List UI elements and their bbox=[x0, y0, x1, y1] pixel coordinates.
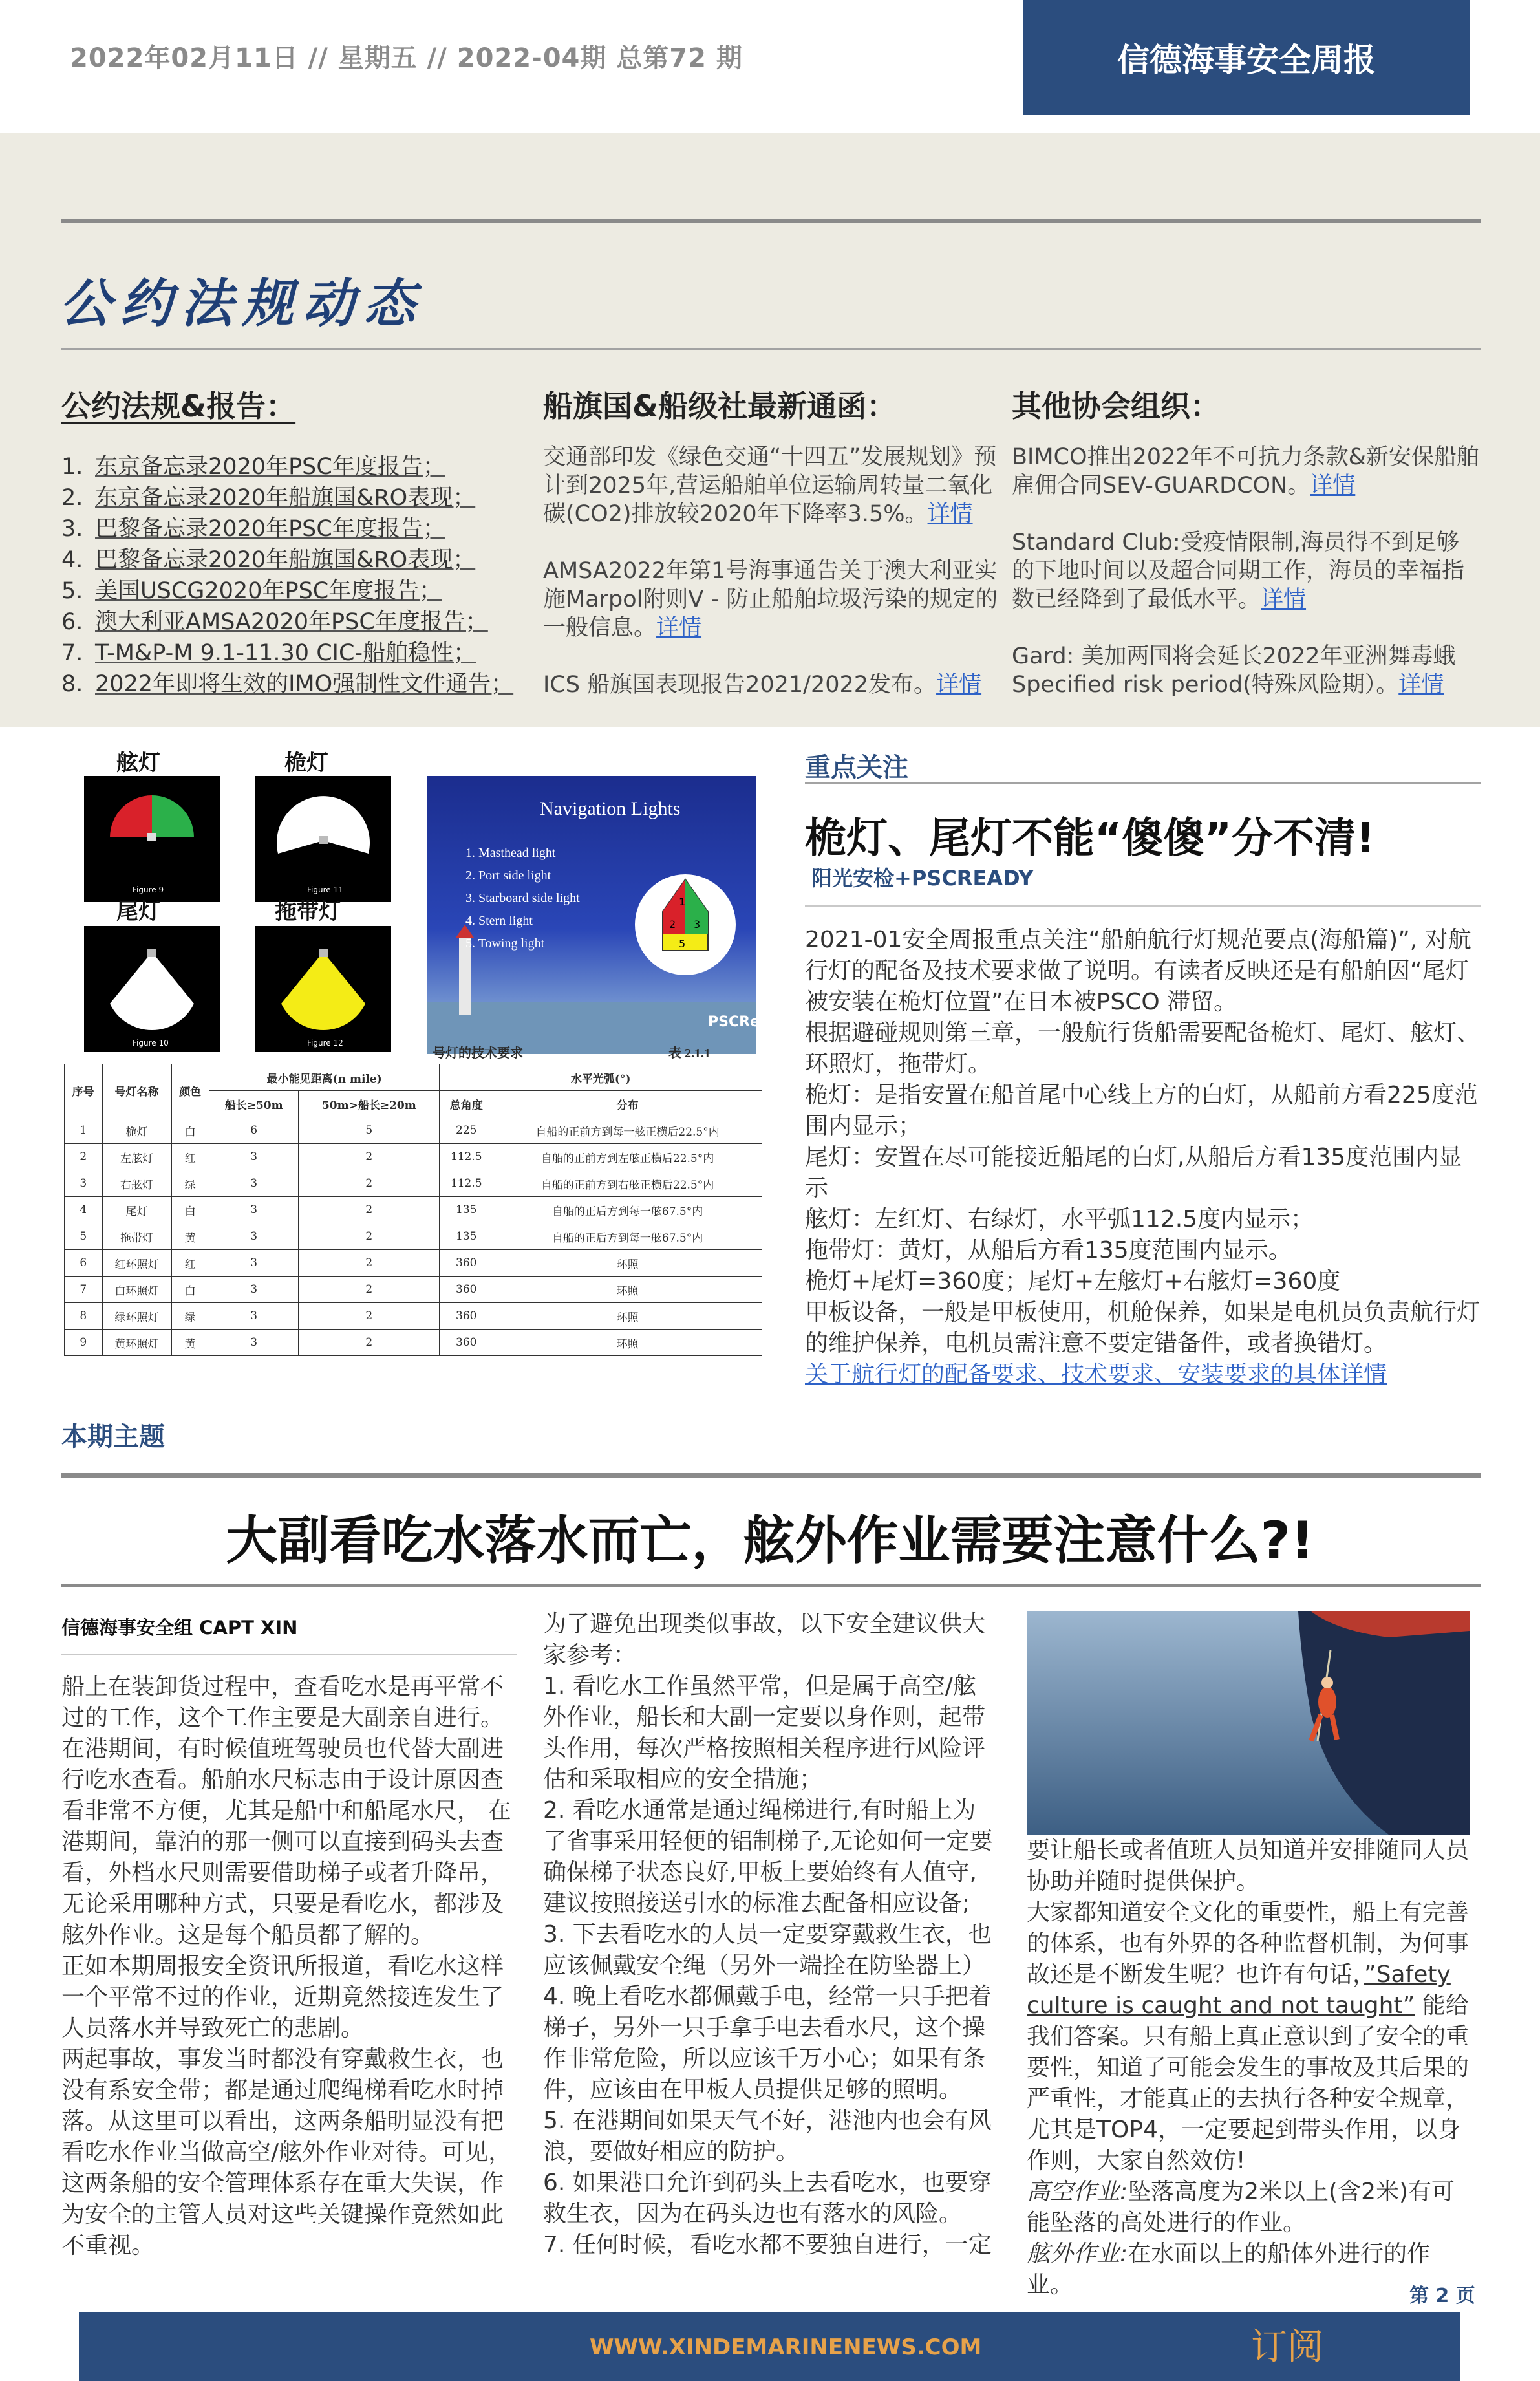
table-cell: 3 bbox=[65, 1170, 103, 1197]
table-cell: 3 bbox=[209, 1277, 299, 1303]
table-row bbox=[65, 1144, 762, 1170]
col3-body bbox=[1012, 443, 1481, 699]
col3-item: Standard Club:受疫情限制,海员得不到足够的下地时间以及超合同期工作，海员的幸福指数已经降到了最低水平。详情 bbox=[1012, 530, 1465, 612]
term-height-work: 高空作业: bbox=[1027, 2179, 1128, 2205]
website-link[interactable]: WWW.XINDEMARINENEWS.COM bbox=[590, 2334, 982, 2360]
sidelight-label: 舷灯 bbox=[116, 750, 160, 776]
item-link[interactable]: 巴黎备忘录2020年船旗国&RO表现； bbox=[95, 547, 476, 573]
towing-light-label: 拖带灯 bbox=[275, 899, 341, 925]
table-cell: 3 bbox=[209, 1303, 299, 1330]
table-cell: 环照 bbox=[493, 1303, 762, 1330]
svg-text:Navigation Lights: Navigation Lights bbox=[540, 798, 681, 819]
feature-paragraph: 4. 晚上看吃水都佩戴手电，经常一只手把着梯子，另外一只手拿手电去看水尺，这个操作非常危险，所以应该千万小心；如果有条件，应该由在甲板人员提供足够的照明。 bbox=[543, 1983, 992, 2103]
theme-label: 本期主题 bbox=[61, 1422, 165, 1452]
regulation-report-item[interactable] bbox=[61, 451, 533, 482]
feature-col1 bbox=[61, 1672, 517, 2261]
table-cell: 绿 bbox=[171, 1303, 209, 1330]
focus-title: 桅灯、尾灯不能“傻傻”分不清! bbox=[805, 815, 1375, 863]
table-cell: 3 bbox=[209, 1170, 299, 1197]
item-link[interactable]: 巴黎备忘录2020年PSC年度报告； bbox=[95, 516, 445, 542]
focus-label: 重点关注 bbox=[805, 753, 908, 782]
table-cell: 360 bbox=[440, 1250, 493, 1277]
regulation-report-item[interactable] bbox=[61, 607, 533, 638]
table-cell: 360 bbox=[440, 1303, 493, 1330]
svg-text:5. Towing light: 5. Towing light bbox=[465, 936, 545, 951]
item-link[interactable]: 东京备忘录2020年船旗国&RO表现； bbox=[95, 485, 476, 511]
table-cell: 1 bbox=[65, 1117, 103, 1144]
table-cell: 黄环照灯 bbox=[102, 1330, 171, 1356]
masthead-light-label: 桅灯 bbox=[284, 750, 328, 776]
issue-meta: 2022年02月11日 // 星期五 // 2022-04期 总第72 期 bbox=[70, 43, 743, 73]
table-cell: 112.5 bbox=[440, 1170, 493, 1197]
col3-heading: 其他协会组织： bbox=[1012, 389, 1220, 424]
divider bbox=[61, 348, 1481, 350]
regulation-report-item[interactable] bbox=[61, 638, 533, 669]
table-cell: 绿 bbox=[171, 1170, 209, 1197]
svg-text:1: 1 bbox=[679, 896, 686, 908]
table-cell: 3 bbox=[209, 1330, 299, 1356]
divider bbox=[805, 782, 1481, 784]
focus-paragraph: 根据避碰规则第三章，一般航行货船需要配备桅灯、尾灯、舷灯、环照灯，拖带灯。 bbox=[805, 1020, 1481, 1077]
feature-paragraph: 1. 看吃水工作虽然平常，但是属于高空/舷外作业，船长和大副一定要以身作则，起带头作用，每次严格按照相关程序进行风险评估和采取相应的安全措施； bbox=[543, 1673, 986, 1793]
stern-light-label: 尾灯 bbox=[116, 899, 160, 925]
table-cell: 2 bbox=[65, 1144, 103, 1170]
col2-body bbox=[543, 443, 1009, 699]
hull-work-photo bbox=[1027, 1611, 1470, 1835]
col2-item: ICS 船旗国表现报告2021/2022发布。详情 bbox=[543, 672, 982, 698]
focus-paragraph: 桅灯：是指安置在船首尾中心线上方的白灯，从船前方看225度范围内显示； bbox=[805, 1082, 1478, 1139]
safety-quote: ”Safety culture is caught and not taught” bbox=[1027, 1961, 1451, 2019]
table-row bbox=[65, 1330, 762, 1356]
col1-heading: 公约法规&报告： bbox=[61, 389, 296, 424]
navigation-lights-figure bbox=[61, 744, 789, 1355]
newsletter-brand: 信德海事安全周报 bbox=[1023, 0, 1470, 115]
svg-text:4. Stern light: 4. Stern light bbox=[465, 914, 533, 928]
table-cell: 2 bbox=[299, 1330, 440, 1356]
feature-paragraph: 两起事故，事发当时都没有穿戴救生衣，也没有系安全带；都是通过爬绳梯看吃水时掉落。从这里可以看出，这两条船明显没有把看吃水作业当做高空/舷外作业对待。可见，这两条船的安全管理体系存在重大失误，作为安全的主管人员对这些关键操作竟然如此不重视。 bbox=[61, 2046, 512, 2259]
table-cell: 135 bbox=[440, 1223, 493, 1250]
item-number: 6. bbox=[61, 609, 83, 635]
table-cell: 环照 bbox=[493, 1250, 762, 1277]
table-cell: 3 bbox=[209, 1223, 299, 1250]
col2-item: 交通部印发《绿色交通“十四五”发展规划》预计到2025年,营运船舶单位运输周转量二氧化碳(CO2)排放较2020年下降率3.5%。详情 bbox=[543, 444, 997, 527]
table-cell: 2 bbox=[299, 1303, 440, 1330]
table-cell: 360 bbox=[440, 1277, 493, 1303]
table-cell: 112.5 bbox=[440, 1144, 493, 1170]
regulation-report-item[interactable] bbox=[61, 513, 533, 544]
table-cell: 白 bbox=[171, 1197, 209, 1223]
details-link[interactable]: 详情 bbox=[1398, 672, 1444, 698]
table-row bbox=[65, 1117, 762, 1144]
feature-paragraph: 6. 如果港口允许到码头上去看吃水，也要穿救生衣，因为在码头边也有落水的风险。 bbox=[543, 2170, 992, 2227]
table-cell: 360 bbox=[440, 1330, 493, 1356]
table-cell: 2 bbox=[299, 1144, 440, 1170]
table-cell: 6 bbox=[65, 1250, 103, 1277]
table-cell: 红 bbox=[171, 1144, 209, 1170]
svg-text:2: 2 bbox=[669, 918, 676, 931]
svg-text:3. Starboard side light: 3. Starboard side light bbox=[465, 891, 580, 905]
feature-paragraph: 船上在装卸货过程中，查看吃水是再平常不过的工作，这个工作主要是大副亲自进行。在港期间，有时候值班驾驶员也代替大副进行吃水查看。船舶水尺标志由于设计原因查看非常不方便，尤其是船中和船尾水尺， 在港期间，靠泊的那一侧可以直接到码头去查看，外档水尺则需要借助梯子或者升降吊，无论采用哪种方式，只要是看吃水，都涉及舷外作业。这是每个船员都了解的。 bbox=[61, 1674, 511, 1948]
table-cell: 9 bbox=[65, 1330, 103, 1356]
svg-text:Figure 10: Figure 10 bbox=[133, 1039, 169, 1048]
item-link[interactable]: 澳大利亚AMSA2020年PSC年度报告； bbox=[95, 609, 488, 635]
feature-paragraph: 正如本期周报安全资讯所报道，看吃水这样一个平常不过的作业，近期竟然接连发生了人员落水并导致死亡的悲剧。 bbox=[61, 1953, 504, 2042]
table-cell: 2 bbox=[299, 1170, 440, 1197]
table-cell: 5 bbox=[299, 1117, 440, 1144]
table-cell: 3 bbox=[209, 1197, 299, 1223]
feature-col2 bbox=[543, 1609, 999, 2261]
item-number: 2. bbox=[61, 485, 83, 511]
focus-details-link[interactable]: 关于航行灯的配备要求、技术要求、安装要求的具体详情 bbox=[805, 1361, 1387, 1388]
table-row bbox=[65, 1170, 762, 1197]
term-overside-work: 舷外作业: bbox=[1027, 2241, 1128, 2267]
details-link[interactable]: 详情 bbox=[927, 501, 973, 527]
lights-technical-table: 号灯的技术要求 表 2.1.1 序号 号灯名称 颜色 最小能见距离(n mile) 水平光弧(°) 船长≥50m 50m>船长≥20m 总角度 分布 1 桅灯 白 6 5 225 自船的正前方到每一舷正横后22.5°内 2 左舷灯 红 3 2 112.5 自船的正前方到左舷正横后22.5°内 3 右舷灯 绿 3 2 112.5 自船的正前方到右舷正横后22.5°内 4 尾灯 白 3 2 135 自船的正后方到每一舷67.5°内 5 拖带灯 黄 3 2 135 自船的正后方到每一舷67.5°内 6 红环照灯 红 3 2 360 环照 7 白环照灯 白 3 2 360 环照 8 绿环照灯 绿 3 2 360 环照 9 黄环照灯 黄 3 2 360 环照 bbox=[64, 1042, 762, 1356]
table-cell: 环照 bbox=[493, 1277, 762, 1303]
regulation-report-item[interactable] bbox=[61, 669, 533, 700]
divider bbox=[61, 1584, 1481, 1587]
table-cell: 2 bbox=[299, 1277, 440, 1303]
feature-col3: 要让船长或者值班人员知道并安排随同人员协助并随时提供保护。 大家都知道安全文化的重要性，船上有完善的体系，也有外界的各种监督机制，为何事故还是不断发生呢？也许有句话，”Safety culture is caught and not taught” 能给我们答案。只有船上真正意识到了安全的重要性，知道了可能会发生的事故及其后果的严重性，才能真正的去执行各种安全规章，尤其是TOP4，一定要起到带头作用，以身作则，大家自然效仿! 高空作业:坠落高度为2米以上(含2米)有可能坠落的高处进行的作业。 舷外作业:在水面以上的船体外进行的作业。 bbox=[1027, 1837, 1470, 2298]
table-cell: 自船的正前方到每一舷正横后22.5°内 bbox=[493, 1117, 762, 1144]
table-cell: 2 bbox=[299, 1250, 440, 1277]
table-cell: 红 bbox=[171, 1250, 209, 1277]
svg-text:2. Port side light: 2. Port side light bbox=[465, 868, 551, 883]
byline: 信德海事安全组 CAPT XIN bbox=[61, 1617, 298, 1639]
feature-paragraph: 7. 任何时候，看吃水都不要独自进行，一定 bbox=[543, 2232, 992, 2258]
feature-paragraph: 为了避免出现类似事故，以下安全建议供大家参考： bbox=[543, 1611, 986, 1668]
svg-text:Figure 9: Figure 9 bbox=[133, 885, 164, 894]
table-cell: 2 bbox=[299, 1197, 440, 1223]
table-cell: 135 bbox=[440, 1197, 493, 1223]
feature-title: 大副看吃水落水而亡，舷外作业需要注意什么?! bbox=[226, 1511, 1314, 1571]
table-cell: 2 bbox=[299, 1223, 440, 1250]
focus-paragraph: 舷灯：左红灯、右绿灯，水平弧112.5度内显示； bbox=[805, 1206, 1314, 1233]
divider bbox=[61, 219, 1481, 223]
table-cell: 3 bbox=[209, 1250, 299, 1277]
table-cell: 桅灯 bbox=[102, 1117, 171, 1144]
table-cell: 拖带灯 bbox=[102, 1223, 171, 1250]
item-number: 8. bbox=[61, 671, 83, 697]
table-cell: 225 bbox=[440, 1117, 493, 1144]
feature-paragraph: 3. 下去看吃水的人员一定要穿戴救生衣，也应该佩戴安全绳（另外一端拴在防坠器上） bbox=[543, 1921, 992, 1979]
table-cell: 绿环照灯 bbox=[102, 1303, 171, 1330]
table-cell: 白 bbox=[171, 1277, 209, 1303]
svg-text:3: 3 bbox=[694, 918, 701, 931]
table-cell: 7 bbox=[65, 1277, 103, 1303]
table-cell: 尾灯 bbox=[102, 1197, 171, 1223]
subscribe-link[interactable]: 订阅 bbox=[1251, 2326, 1323, 2368]
svg-text:1. Masthead light: 1. Masthead light bbox=[465, 846, 556, 860]
table-cell: 白 bbox=[171, 1117, 209, 1144]
svg-text:5: 5 bbox=[679, 938, 686, 950]
table-cell: 5 bbox=[65, 1223, 103, 1250]
item-link[interactable]: 2022年即将生效的IMO强制性文件通告； bbox=[95, 671, 514, 697]
feature-paragraph: 2. 看吃水通常是通过绳梯进行,有时船上为了省事采用轻便的铝制梯子,无论如何一定要确保梯子状态良好,甲板上要始终有人值守,建议按照接送引水的标准去配备相应设备; bbox=[543, 1797, 993, 1917]
table-cell: 左舷灯 bbox=[102, 1144, 171, 1170]
svg-text:PSCReady: PSCReady bbox=[708, 1014, 789, 1030]
regulation-report-item[interactable] bbox=[61, 482, 533, 513]
item-number: 7. bbox=[61, 640, 83, 666]
table-cell: 红环照灯 bbox=[102, 1250, 171, 1277]
divider bbox=[61, 1473, 1481, 1478]
item-number: 1. bbox=[61, 454, 83, 480]
item-link[interactable]: 美国USCG2020年PSC年度报告； bbox=[95, 578, 442, 604]
regulation-report-item[interactable] bbox=[61, 544, 533, 576]
col2-item: AMSA2022年第1号海事通告关于澳大利亚实施Marpol附则V - 防止船舶垃圾污染的规定的一般信息。详情 bbox=[543, 558, 998, 641]
focus-paragraph: 尾灯：安置在尽可能接近船尾的白灯,从船后方看135度范围内显示 bbox=[805, 1144, 1462, 1201]
focus-paragraph: 拖带灯：黄灯，从船后方看135度范围内显示。 bbox=[805, 1237, 1292, 1264]
focus-paragraph: 甲板设备，一般是甲板使用，机舱保养，如果是电机员负责航行灯的维护保养，电机员需注意不要定错备件，或者换错灯。 bbox=[805, 1299, 1481, 1357]
details-link[interactable]: 详情 bbox=[936, 672, 982, 698]
item-number: 4. bbox=[61, 547, 83, 573]
feature-paragraph: 5. 在港期间如果天气不好，港池内也会有风浪，要做好相应的防护。 bbox=[543, 2107, 992, 2165]
table-cell: 自船的正前方到左舷正横后22.5°内 bbox=[493, 1144, 762, 1170]
item-link[interactable]: 东京备忘录2020年PSC年度报告； bbox=[95, 454, 445, 480]
navigation-lights-panel bbox=[61, 744, 789, 1054]
item-number: 5. bbox=[61, 578, 83, 604]
table-cell: 4 bbox=[65, 1197, 103, 1223]
item-link[interactable]: T-M&P-M 9.1-11.30 CIC-船舶稳性； bbox=[95, 640, 476, 666]
table-cell: 3 bbox=[209, 1144, 299, 1170]
focus-paragraph: 桅灯+尾灯=360度；尾灯+左舷灯+右舷灯=360度 bbox=[805, 1268, 1341, 1295]
table-cell: 黄 bbox=[171, 1330, 209, 1356]
table-row bbox=[65, 1250, 762, 1277]
details-link[interactable]: 详情 bbox=[1261, 587, 1307, 612]
table-row bbox=[65, 1303, 762, 1330]
regulation-report-list bbox=[61, 451, 533, 700]
item-number: 3. bbox=[61, 516, 83, 542]
details-link[interactable]: 详情 bbox=[656, 615, 702, 641]
table-cell: 白环照灯 bbox=[102, 1277, 171, 1303]
table-cell: 黄 bbox=[171, 1223, 209, 1250]
col3-item: Gard: 美加两国将会延长2022年亚洲舞毒蛾Specified risk period(特殊风险期）。详情 bbox=[1012, 643, 1456, 698]
focus-source: 阳光安检+PSCREADY bbox=[811, 866, 1034, 890]
table-row bbox=[65, 1223, 762, 1250]
table-cell: 6 bbox=[209, 1117, 299, 1144]
table-row bbox=[65, 1277, 762, 1303]
col2-heading: 船旗国&船级社最新通函： bbox=[543, 389, 897, 424]
table-cell: 右舷灯 bbox=[102, 1170, 171, 1197]
section-title: 公约法规动态 bbox=[59, 273, 424, 334]
table-cell: 自船的正后方到每一舷67.5°内 bbox=[493, 1197, 762, 1223]
table-cell: 8 bbox=[65, 1303, 103, 1330]
svg-text:Figure 11: Figure 11 bbox=[307, 885, 343, 894]
table-cell: 自船的正后方到每一舷67.5°内 bbox=[493, 1223, 762, 1250]
page-number: 第 2 页 bbox=[1409, 2285, 1475, 2307]
table-cell: 环照 bbox=[493, 1330, 762, 1356]
col3-item: BIMCO推出2022年不可抗力条款&新安保船舶雇佣合同SEV-GUARDCON。详情 bbox=[1012, 444, 1479, 499]
table-cell: 自船的正前方到右舷正横后22.5°内 bbox=[493, 1170, 762, 1197]
table-row bbox=[65, 1197, 762, 1223]
focus-paragraph: 2021-01安全周报重点关注“船舶航行灯规范要点(海船篇)”, 对航行灯的配备及技术要求做了说明。有读者反映还是有船舶因“尾灯被安装在桅灯位置”在日本被PSCO 滞留。 bbox=[805, 927, 1471, 1015]
svg-text:Figure 12: Figure 12 bbox=[307, 1039, 343, 1048]
details-link[interactable]: 详情 bbox=[1310, 473, 1356, 499]
divider bbox=[61, 1654, 517, 1655]
regulation-report-item[interactable] bbox=[61, 576, 533, 607]
divider bbox=[805, 905, 1481, 907]
focus-body bbox=[805, 925, 1484, 1390]
